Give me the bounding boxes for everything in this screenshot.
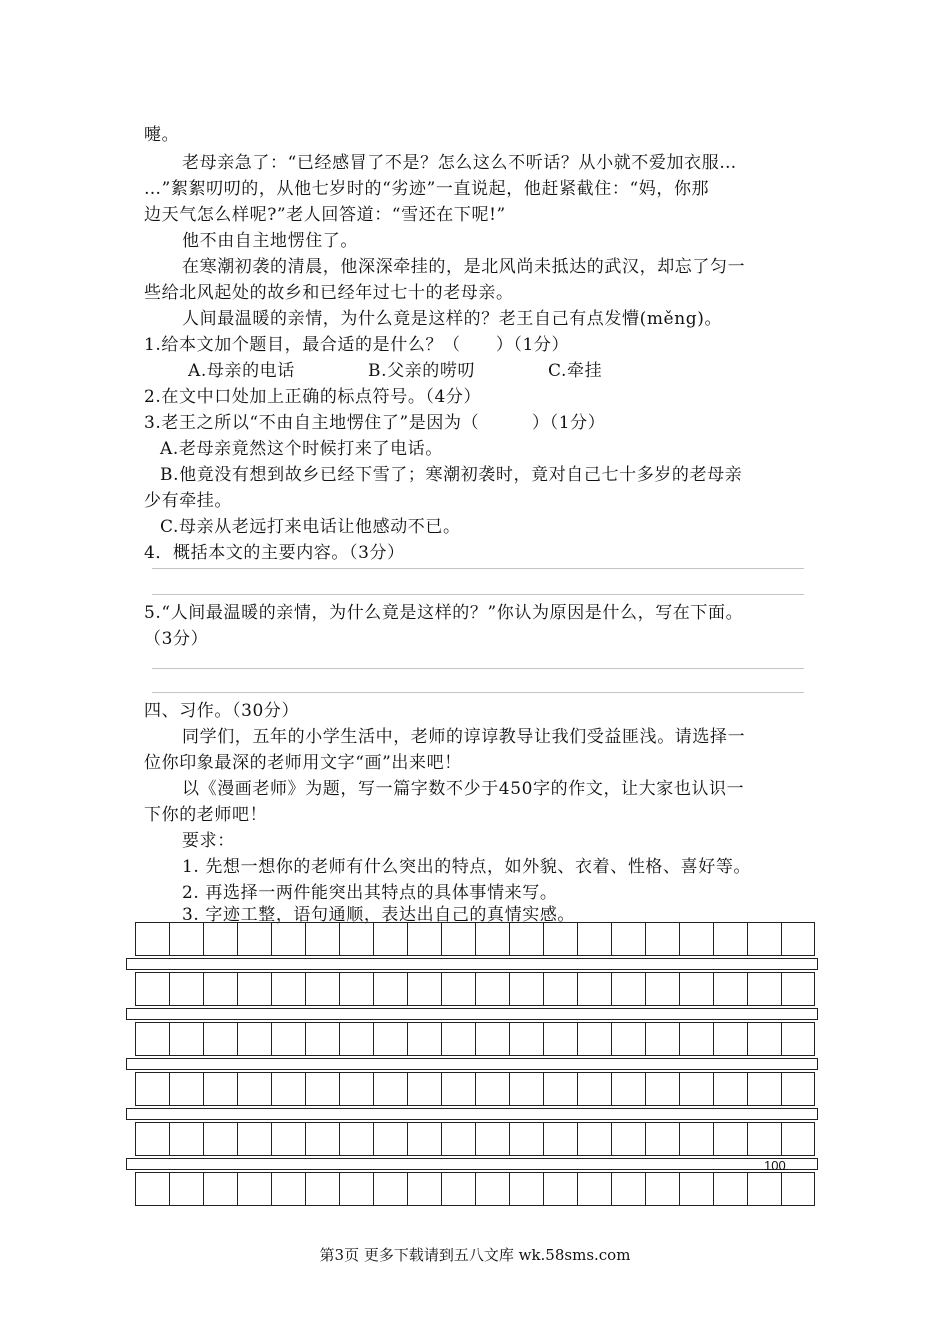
passage-line: 人间最温暖的亲情，为什么竟是这样的？老王自己有点发懵(měng)。 (182, 309, 723, 329)
option-c: C.牵挂 (548, 361, 603, 381)
grid-cell[interactable] (475, 1072, 509, 1106)
grid-cell[interactable] (441, 1122, 475, 1156)
passage-line: 在寒潮初袭的清晨，他深深牵挂的，是北风尚未抵达的武汉，却忘了匀一 (182, 257, 746, 277)
grid-cell[interactable] (543, 1022, 577, 1056)
grid-cell[interactable] (373, 972, 407, 1006)
grid-cell[interactable] (271, 922, 305, 956)
grid-cell[interactable] (781, 1022, 815, 1056)
grid-cell[interactable] (441, 922, 475, 956)
question-1: 1.给本文加个题目，最合适的是什么？（ ）（1分） (144, 335, 570, 355)
grid-cell[interactable] (781, 972, 815, 1006)
grid-cell[interactable] (577, 1172, 611, 1206)
grid-cell[interactable] (577, 972, 611, 1006)
grid-cell[interactable] (169, 1022, 203, 1056)
grid-cell[interactable] (169, 972, 203, 1006)
answer-line[interactable] (152, 692, 804, 693)
writing-intro: 下你的老师吧！ (144, 805, 268, 825)
grid-cell[interactable] (611, 922, 645, 956)
grid-cell[interactable] (509, 1072, 543, 1106)
passage-line: 嚏。 (144, 125, 180, 145)
grid-cell[interactable] (373, 922, 407, 956)
grid-cell[interactable] (203, 1022, 237, 1056)
grid-cell[interactable] (475, 1122, 509, 1156)
grid-cell[interactable] (237, 1022, 271, 1056)
grid-spacer (126, 1108, 818, 1120)
grid-cell[interactable] (713, 1172, 747, 1206)
grid-cell[interactable] (645, 1022, 679, 1056)
grid-cell[interactable] (169, 1172, 203, 1206)
grid-cell[interactable] (441, 972, 475, 1006)
grid-cell[interactable] (407, 1122, 441, 1156)
question-5-cont: （3分） (144, 629, 209, 649)
grid-spacer (126, 1158, 818, 1170)
grid-cell[interactable] (747, 1122, 781, 1156)
grid-cell[interactable] (169, 1072, 203, 1106)
grid-cell[interactable] (543, 1072, 577, 1106)
grid-cell[interactable] (679, 922, 713, 956)
composition-grid[interactable] (126, 922, 818, 1206)
grid-row (135, 1072, 818, 1106)
grid-cell[interactable] (713, 972, 747, 1006)
grid-cell[interactable] (475, 1022, 509, 1056)
grid-cell[interactable] (407, 1172, 441, 1206)
grid-cell[interactable] (747, 922, 781, 956)
grid-cell[interactable] (645, 972, 679, 1006)
grid-cell[interactable] (543, 922, 577, 956)
grid-cell[interactable] (679, 1022, 713, 1056)
grid-cell[interactable] (339, 1072, 373, 1106)
question-2: 2.在文中口处加上正确的标点符号。（4分） (144, 387, 482, 407)
requirements-label: 要求： (182, 831, 235, 851)
grid-cell[interactable] (645, 922, 679, 956)
grid-cell[interactable] (203, 1072, 237, 1106)
grid-cell[interactable] (611, 1172, 645, 1206)
grid-cell[interactable] (407, 972, 441, 1006)
answer-line[interactable] (152, 568, 804, 569)
grid-cell[interactable] (747, 1022, 781, 1056)
grid-cell[interactable] (781, 1122, 815, 1156)
passage-line: 些给北风起处的故乡和已经年过七十的老母亲。 (144, 283, 514, 303)
grid-cell[interactable] (135, 1022, 169, 1056)
question-3-option-c: C.母亲从老远打来电话让他感动不已。 (160, 517, 461, 537)
passage-line: 边天气怎么样呢?”老人回答道：“雪还在下呢!” (144, 205, 506, 225)
grid-cell[interactable] (339, 922, 373, 956)
grid-cell[interactable] (713, 1072, 747, 1106)
grid-cell[interactable] (407, 1022, 441, 1056)
word-count-marker: 100 (764, 1158, 786, 1173)
question-5: 5.“人间最温暖的亲情，为什么竟是这样的？”你认为原因是什么，写在下面。 (144, 603, 744, 623)
grid-cell[interactable] (509, 1122, 543, 1156)
grid-cell[interactable] (237, 1172, 271, 1206)
grid-cell[interactable] (543, 1172, 577, 1206)
grid-cell[interactable] (135, 1122, 169, 1156)
requirement-item: 3. 字迹工整，语句通顺，表达出自己的真情实感。 (182, 905, 576, 925)
grid-cell[interactable] (747, 1172, 781, 1206)
page-footer: 第3页 更多下载请到五八文库 wk.58sms.com (319, 1246, 631, 1264)
grid-cell[interactable] (475, 922, 509, 956)
question-3-option-a: A.老母亲竟然这个时候打来了电话。 (160, 439, 443, 459)
grid-cell[interactable] (203, 922, 237, 956)
grid-row (135, 972, 818, 1006)
grid-cell[interactable] (271, 1172, 305, 1206)
grid-cell[interactable] (373, 1072, 407, 1106)
grid-cell[interactable] (713, 922, 747, 956)
grid-cell[interactable] (441, 1022, 475, 1056)
answer-line[interactable] (152, 594, 804, 595)
question-3: 3.老王之所以“不由自主地愣住了”是因为（ ）（1分） (144, 413, 606, 433)
grid-cell[interactable] (305, 1172, 339, 1206)
grid-spacer (126, 958, 818, 970)
writing-intro: 以《漫画老师》为题，写一篇字数不少于450字的作文，让大家也认识一 (182, 779, 745, 799)
writing-intro: 同学们，五年的小学生活中，老师的谆谆教导让我们受益匪浅。请选择一 (182, 727, 746, 747)
grid-cell[interactable] (373, 1172, 407, 1206)
grid-cell[interactable] (135, 922, 169, 956)
grid-cell[interactable] (611, 1122, 645, 1156)
requirement-item: 1. 先想一想你的老师有什么突出的特点，如外貌、衣着、性格、喜好等。 (182, 857, 752, 877)
grid-cell[interactable] (237, 922, 271, 956)
grid-cell[interactable] (339, 1022, 373, 1056)
question-3-option-b: B.他竟没有想到故乡已经下雪了；寒潮初袭时，竟对自己七十多岁的老母亲 (160, 465, 743, 485)
grid-cell[interactable] (305, 1022, 339, 1056)
grid-cell[interactable] (271, 972, 305, 1006)
grid-cell[interactable] (237, 1122, 271, 1156)
grid-cell[interactable] (305, 922, 339, 956)
passage-line: 他不由自主地愣住了。 (182, 231, 358, 251)
grid-cell[interactable] (305, 972, 339, 1006)
grid-cell[interactable] (577, 922, 611, 956)
grid-row (135, 1122, 818, 1156)
grid-cell[interactable] (339, 972, 373, 1006)
grid-cell[interactable] (441, 1172, 475, 1206)
question-1-options (188, 358, 858, 384)
grid-spacer (126, 1058, 818, 1070)
question-4: 4．概括本文的主要内容。（3分） (144, 543, 405, 563)
grid-cell[interactable] (645, 1072, 679, 1106)
grid-cell[interactable] (169, 922, 203, 956)
question-3-option-b-cont: 少有牵挂。 (144, 491, 232, 511)
grid-cell[interactable] (373, 1122, 407, 1156)
answer-line[interactable] (152, 668, 804, 669)
grid-cell[interactable] (135, 1072, 169, 1106)
grid-cell[interactable] (509, 922, 543, 956)
grid-cell[interactable] (611, 972, 645, 1006)
grid-cell[interactable] (271, 1072, 305, 1106)
grid-cell[interactable] (237, 1072, 271, 1106)
grid-cell[interactable] (475, 972, 509, 1006)
grid-row (135, 922, 818, 956)
grid-cell[interactable] (271, 1022, 305, 1056)
grid-cell[interactable] (135, 1172, 169, 1206)
grid-cell[interactable] (611, 1022, 645, 1056)
grid-cell[interactable] (577, 1122, 611, 1156)
grid-cell[interactable] (781, 1072, 815, 1106)
grid-cell[interactable] (135, 972, 169, 1006)
grid-cell[interactable] (203, 1122, 237, 1156)
passage-line: …”絮絮叨叨的，从他七岁时的“劣迹”一直说起，他赶紧截住：“妈，你那 (144, 179, 710, 199)
grid-cell[interactable] (781, 922, 815, 956)
grid-cell[interactable] (645, 1172, 679, 1206)
passage-line: 老母亲急了：“已经感冒了不是？怎么这么不听话？从小就不爱加衣服… (182, 153, 737, 173)
grid-cell[interactable] (373, 1022, 407, 1056)
grid-cell[interactable] (407, 922, 441, 956)
grid-cell[interactable] (203, 972, 237, 1006)
grid-cell[interactable] (475, 1172, 509, 1206)
option-a: A.母亲的电话 (188, 361, 295, 381)
grid-cell[interactable] (543, 972, 577, 1006)
grid-cell[interactable] (203, 1172, 237, 1206)
grid-cell[interactable] (679, 1072, 713, 1106)
grid-cell[interactable] (577, 1022, 611, 1056)
grid-row (135, 1172, 818, 1206)
grid-cell[interactable] (713, 1122, 747, 1156)
grid-row (135, 1022, 818, 1056)
grid-cell[interactable] (305, 1072, 339, 1106)
grid-cell[interactable] (237, 972, 271, 1006)
grid-cell[interactable] (509, 1172, 543, 1206)
grid-cell[interactable] (679, 972, 713, 1006)
grid-cell[interactable] (169, 1122, 203, 1156)
grid-cell[interactable] (781, 1172, 815, 1206)
grid-cell[interactable] (679, 1172, 713, 1206)
grid-cell[interactable] (577, 1072, 611, 1106)
grid-cell[interactable] (407, 1072, 441, 1106)
grid-cell[interactable] (509, 1022, 543, 1056)
grid-cell[interactable] (339, 1122, 373, 1156)
section-heading: 四、习作。（30分） (144, 701, 300, 721)
grid-cell[interactable] (713, 1022, 747, 1056)
grid-cell[interactable] (679, 1122, 713, 1156)
writing-intro: 位你印象最深的老师用文字“画”出来吧！ (144, 753, 462, 773)
grid-cell[interactable] (441, 1072, 475, 1106)
grid-cell[interactable] (611, 1072, 645, 1106)
grid-cell[interactable] (543, 1122, 577, 1156)
grid-spacer (126, 1008, 818, 1020)
grid-cell[interactable] (645, 1122, 679, 1156)
grid-cell[interactable] (271, 1122, 305, 1156)
grid-cell[interactable] (747, 1072, 781, 1106)
requirement-item: 2. 再选择一两件能突出其特点的具体事情来写。 (182, 883, 558, 903)
option-b: B.父亲的唠叨 (368, 361, 476, 381)
grid-cell[interactable] (339, 1172, 373, 1206)
grid-cell[interactable] (305, 1122, 339, 1156)
grid-cell[interactable] (509, 972, 543, 1006)
grid-cell[interactable] (747, 972, 781, 1006)
